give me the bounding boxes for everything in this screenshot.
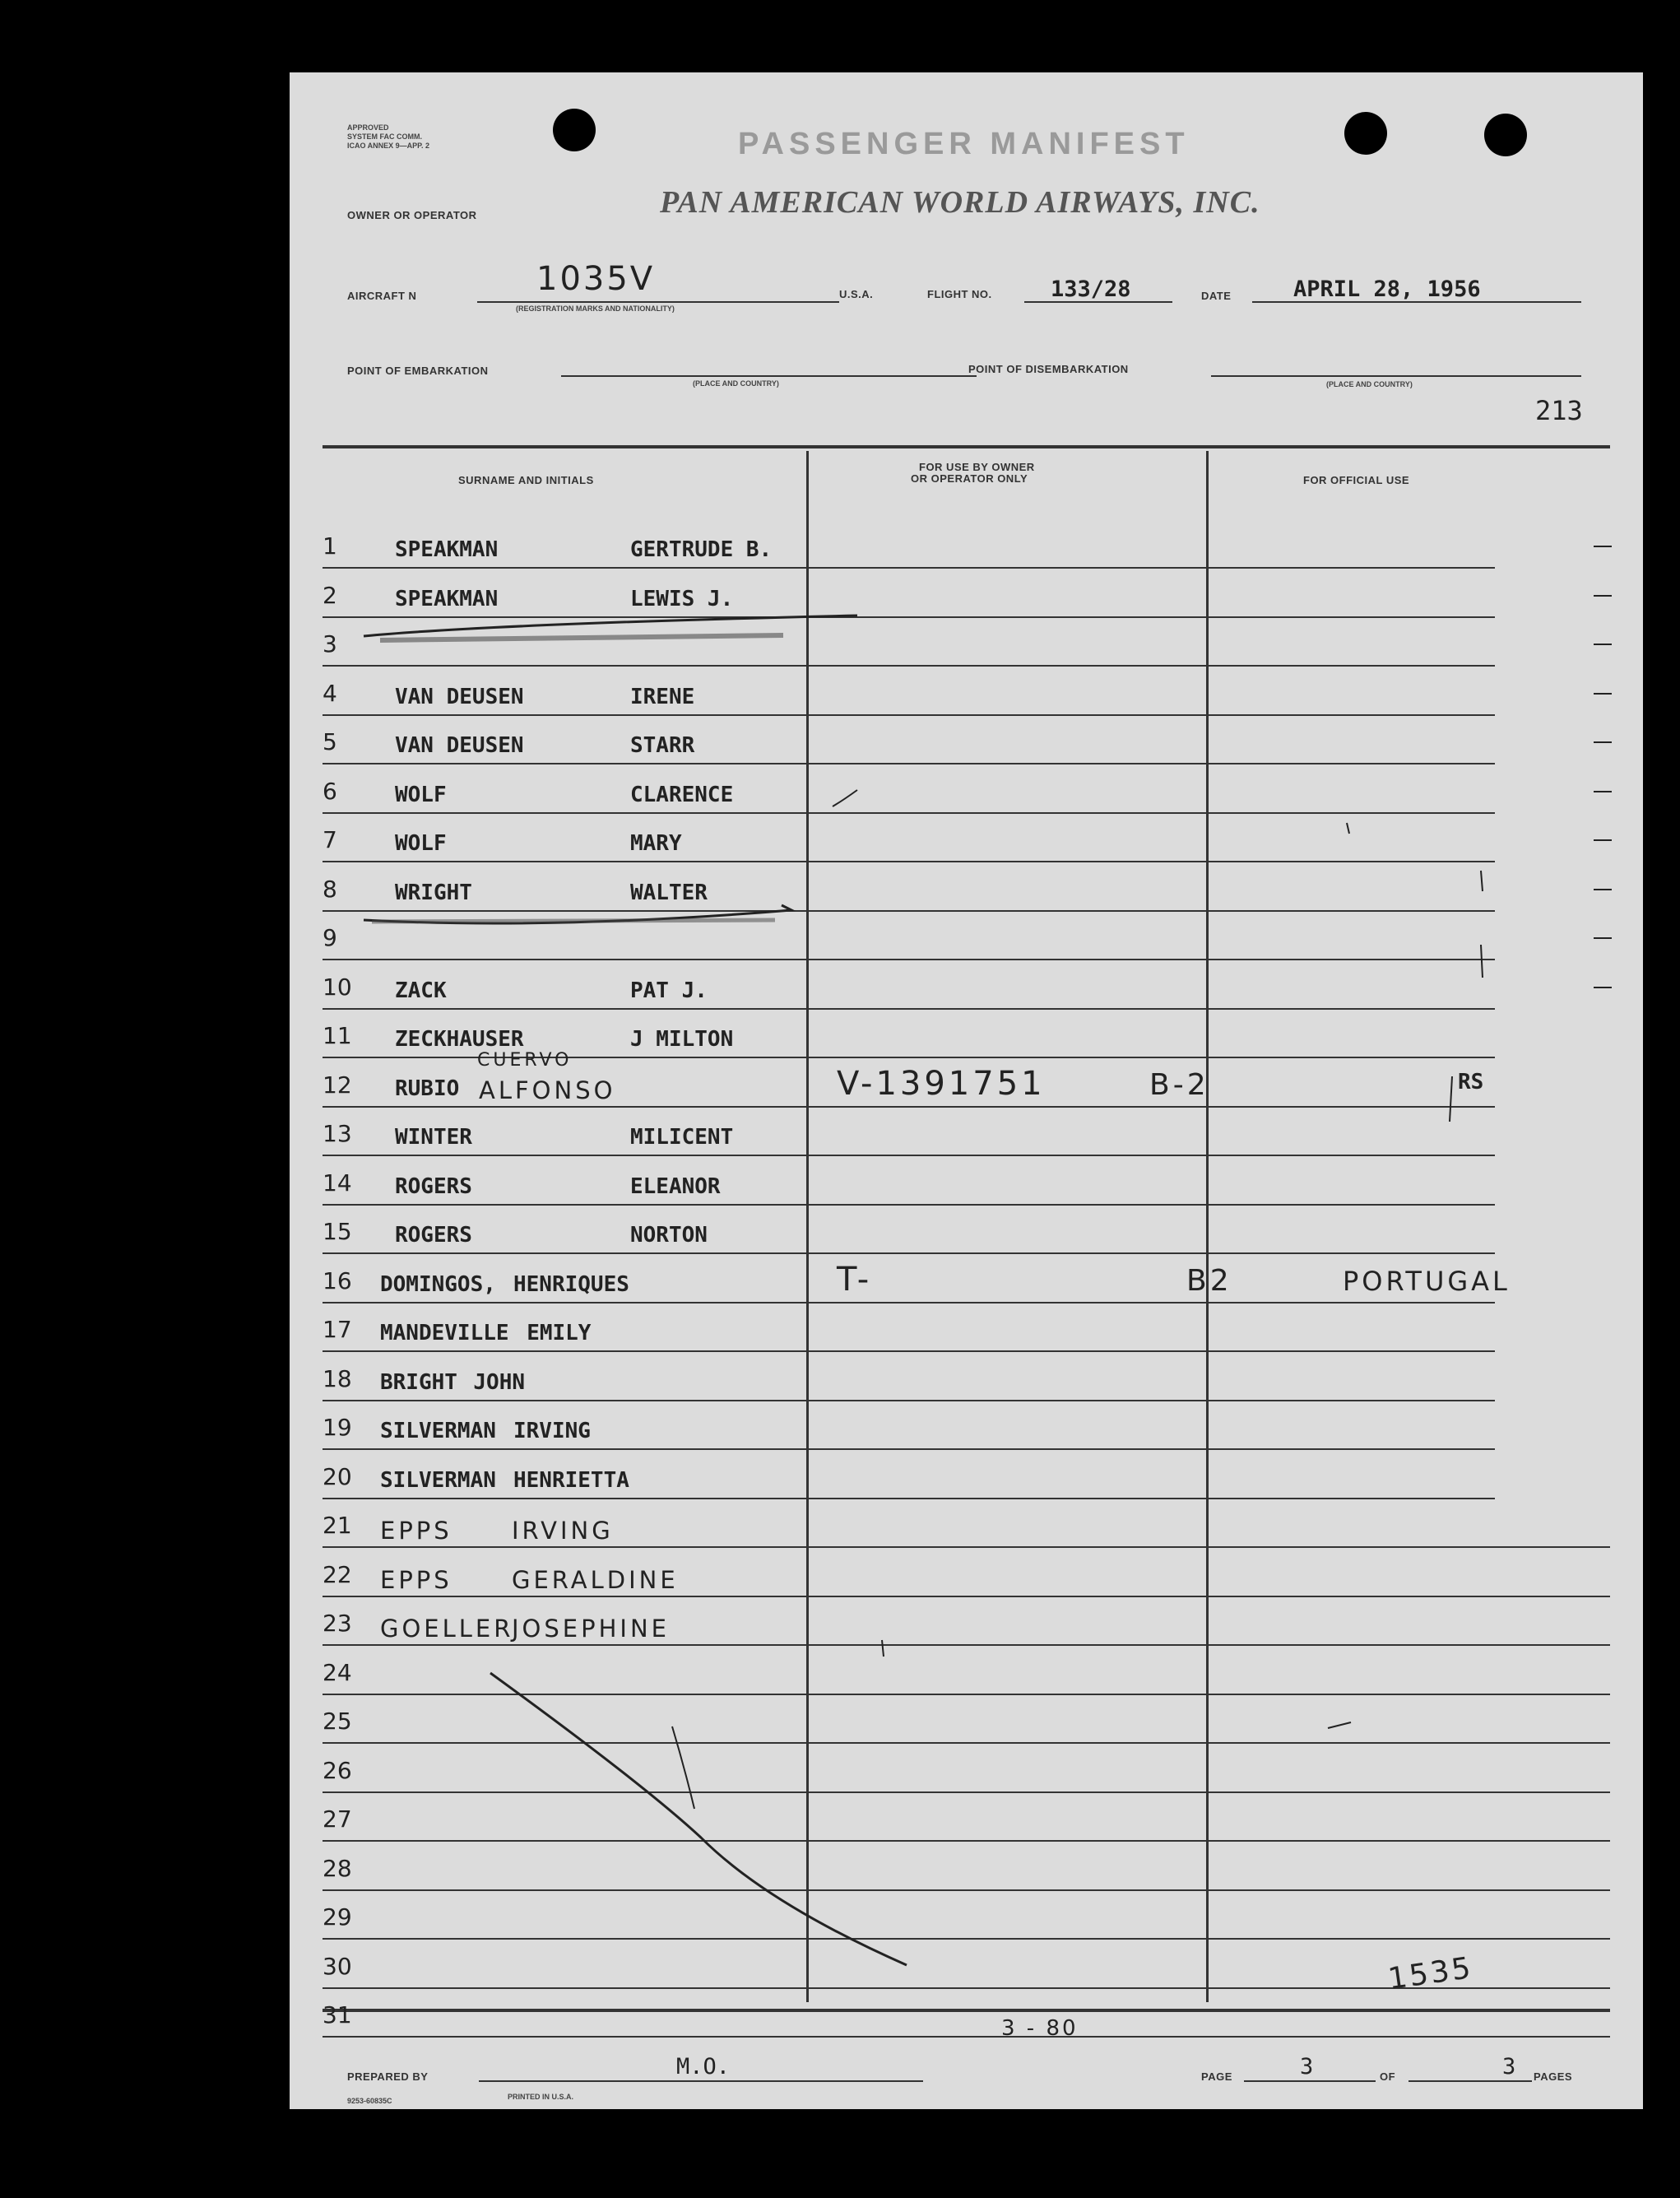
embark-caption: (PLACE AND COUNTRY) [693,379,779,388]
passenger-surname: WINTER [395,1125,472,1150]
margin-tick [1594,546,1612,547]
row-number: 22 [323,1560,352,1588]
column-divider-1 [806,451,809,2002]
bottom-number-annotation: 1535 [1385,1950,1475,1997]
passenger-given-name: ALFONSO [479,1076,616,1104]
embark-label: POINT OF EMBARKATION [347,365,489,377]
row-line [323,1694,1610,1695]
passenger-surname: DOMINGOS, [380,1271,496,1297]
row-6-tick [833,790,857,806]
row-line [323,959,1495,960]
row-number: 31 [323,2001,352,2028]
margin-tick [1594,937,1612,939]
passenger-name-annotation: CUERVO [477,1049,573,1071]
row-line [323,665,1495,667]
passenger-given-name: IRENE [630,684,695,709]
row-number: 20 [323,1462,352,1490]
passenger-surname: RUBIO [395,1076,460,1101]
row-9-smudge [372,920,775,922]
passenger-given-name: NORTON [630,1223,708,1248]
official-col-tick-1 [1347,823,1349,834]
passenger-surname: WOLF [395,831,447,856]
row-number: 9 [323,924,337,951]
row-line [323,1252,1495,1254]
row-number: 11 [323,1022,352,1049]
margin-tick [1594,693,1612,695]
row-line [323,1106,1495,1108]
passenger-given-name: LEWIS J. [630,586,734,611]
blank-rows-tick [672,1726,694,1809]
passenger-given-name: ELEANOR [630,1173,721,1199]
row-number: 13 [323,1120,352,1147]
row-number: 18 [323,1364,352,1392]
passenger-surname: WOLF [395,782,447,807]
form-number: 9253-60835C [347,2097,392,2105]
official-use-header: FOR OFFICIAL USE [1303,474,1410,486]
official-col-tick-3 [1481,945,1483,978]
row-line [323,1302,1495,1303]
date-label: DATE [1201,290,1232,302]
table-bottom-rule [323,2009,1610,2012]
manifest-sheet [290,72,1643,2109]
approval-line-1: APPROVED [347,123,389,132]
row-number: 4 [323,679,337,707]
margin-tick [1594,791,1612,792]
approval-line-2: SYSTEM FAC COMM. [347,132,423,141]
passenger-given-name: J MILTON [630,1027,734,1052]
row-line [323,1498,1495,1499]
official-col-tick-2 [1481,871,1483,891]
row-number: 19 [323,1414,352,1441]
row-line [323,910,1495,912]
row-number: 8 [323,875,337,903]
passenger-given-name: GERALDINE [512,1565,679,1594]
row-number: 7 [323,826,337,853]
embark-underline [561,375,977,377]
disembark-underline [1211,375,1581,377]
row-line [323,1204,1495,1206]
passenger-given-name: HENRIETTA [513,1467,629,1493]
passenger-surname: BRIGHT [380,1369,457,1395]
row-number: 6 [323,777,337,805]
passenger-surname: ZECKHAUSER [395,1027,524,1052]
row-number: 10 [323,973,352,1001]
margin-tick [1594,595,1612,597]
margin-tick [1594,889,1612,890]
row-3-smudge [380,635,783,640]
row-line [323,1791,1610,1793]
disembark-caption: (PLACE AND COUNTRY) [1326,380,1413,388]
row-number: 15 [323,1218,352,1245]
row-line [323,1840,1610,1842]
row-line [323,1350,1495,1352]
row-line [323,812,1495,814]
usa-label: U.S.A. [839,288,874,300]
row-number: 29 [323,1903,352,1931]
official-use-note: B2 [1186,1263,1232,1298]
pages-underline [1409,2080,1532,2082]
approval-line-3: ICAO ANNEX 9—APP. 2 [347,142,430,150]
row-number: 12 [323,1071,352,1099]
owner-use-header-line1: FOR USE BY OWNER [919,461,1035,473]
margin-tick [1594,741,1612,743]
margin-tick [1594,987,1612,988]
row-number: 27 [323,1805,352,1833]
passenger-given-name: IRVING [513,1419,591,1443]
row-line [323,1448,1495,1450]
row-number: 1 [323,532,337,560]
owner-label: OWNER OR OPERATOR [347,209,477,221]
aircraft-label: AIRCRAFT N [347,290,417,302]
passenger-given-name: JOHN [473,1369,526,1395]
row-3-strikethrough [364,616,857,636]
airline-name: PAN AMERICAN WORLD AIRWAYS, INC. [660,185,1260,220]
row-line [323,2036,1610,2038]
row-25-mark [1328,1722,1351,1728]
row-number: 21 [323,1512,352,1539]
row-number: 23 [323,1610,352,1637]
row-line [323,1889,1610,1891]
passenger-surname: ZACK [395,978,447,1003]
passenger-given-name: MARY [630,831,682,856]
prepared-underline [479,2080,923,2082]
punch-hole-right-1 [1344,112,1387,155]
passenger-surname: SILVERMAN [380,1419,496,1443]
row-number: 2 [323,581,337,609]
row-line [323,861,1495,862]
margin-tick [1594,839,1612,841]
row-number: 17 [323,1316,352,1343]
punch-hole-left [553,109,596,151]
row-line [323,1938,1610,1940]
row-number: 26 [323,1756,352,1784]
registration-caption: (REGISTRATION MARKS AND NATIONALITY) [516,304,675,313]
row-line [323,1644,1610,1646]
passenger-given-name: JOSEPHINE [512,1615,670,1643]
row-number: 14 [323,1169,352,1197]
passenger-given-name: CLARENCE [630,782,734,807]
passenger-given-name: WALTER [630,880,708,905]
column-divider-2 [1206,451,1209,2002]
passenger-surname: SILVERMAN [380,1467,496,1493]
row-number: 3 [323,630,337,658]
official-use-remark: RS [1458,1069,1484,1094]
row-line [323,1546,1610,1548]
owner-use-header-line2: OR OPERATOR ONLY [911,472,1028,485]
row-9-strikethrough [364,905,791,923]
row-line [323,763,1495,764]
row-number: 16 [323,1266,352,1294]
passenger-given-name: MILICENT [630,1125,734,1150]
passenger-surname: VAN DEUSEN [395,733,524,758]
row-number: 5 [323,728,337,755]
row-line [323,616,1495,618]
passenger-surname: WRIGHT [395,880,472,905]
printed-note: PRINTED IN U.S.A. [508,2093,574,2101]
official-col-tick-4 [1450,1076,1452,1122]
passenger-surname: SPEAKMAN [395,537,499,562]
margin-tick [1594,644,1612,645]
page-title: PASSENGER MANIFEST [738,127,1190,161]
official-use-note: B-2 [1149,1067,1209,1102]
prepared-label: PREPARED BY [347,2070,429,2083]
page-label: PAGE [1201,2070,1232,2083]
passenger-surname: VAN DEUSEN [395,684,524,709]
flight-value: 133/28 [1051,276,1131,302]
prepared-value: M.O. [676,2054,731,2080]
row-line [323,567,1495,569]
owner-use-note: V-1391751 [837,1064,1046,1103]
owner-use-note: T- [837,1260,873,1299]
pages-label: PAGES [1534,2070,1573,2083]
official-use-remark: PORTUGAL [1343,1265,1511,1297]
row-line [323,1400,1495,1401]
row-line [323,1742,1610,1744]
passenger-surname: EPPS [380,1517,452,1545]
punch-hole-right-2 [1484,114,1527,156]
row-number: 30 [323,1952,352,1980]
passenger-given-name: PAT J. [630,978,708,1003]
row-line [323,1155,1495,1156]
blank-rows-diagonal [490,1673,907,1965]
passenger-surname: MANDEVILLE [380,1321,509,1345]
page-value: 3 [1300,2054,1314,2080]
disembark-label: POINT OF DISEMBARKATION [968,363,1129,375]
passenger-surname: SPEAKMAN [395,586,499,611]
table-top-rule [323,445,1610,448]
passenger-given-name: IRVING [512,1517,614,1545]
row-line [323,714,1495,716]
stamp-number: 213 [1535,395,1583,426]
page-underline [1244,2080,1376,2082]
handwritten-footer-note: 3 - 80 [1001,2016,1079,2041]
of-label: OF [1380,2070,1396,2083]
passenger-given-name: HENRIQUES [513,1271,629,1297]
passenger-surname: ROGERS [395,1173,472,1199]
passenger-given-name: GERTRUDE B. [630,537,773,562]
row-number: 28 [323,1854,352,1882]
surname-column-header: SURNAME AND INITIALS [458,474,594,486]
aircraft-value: 1035V [536,260,656,298]
row-line [323,1008,1495,1010]
passenger-given-name: STARR [630,733,695,758]
passenger-surname: GOELLER [380,1615,514,1643]
pages-value: 3 [1502,2054,1516,2080]
passenger-given-name: EMILY [527,1321,592,1345]
row-line [323,1596,1610,1597]
row-number: 25 [323,1708,352,1735]
date-value: APRIL 28, 1956 [1293,276,1481,302]
aircraft-underline [477,301,839,303]
passenger-surname: EPPS [380,1565,452,1594]
flight-label: FLIGHT NO. [927,288,992,300]
row-23-tick [882,1640,884,1657]
row-number: 24 [323,1658,352,1686]
passenger-surname: ROGERS [395,1223,472,1248]
